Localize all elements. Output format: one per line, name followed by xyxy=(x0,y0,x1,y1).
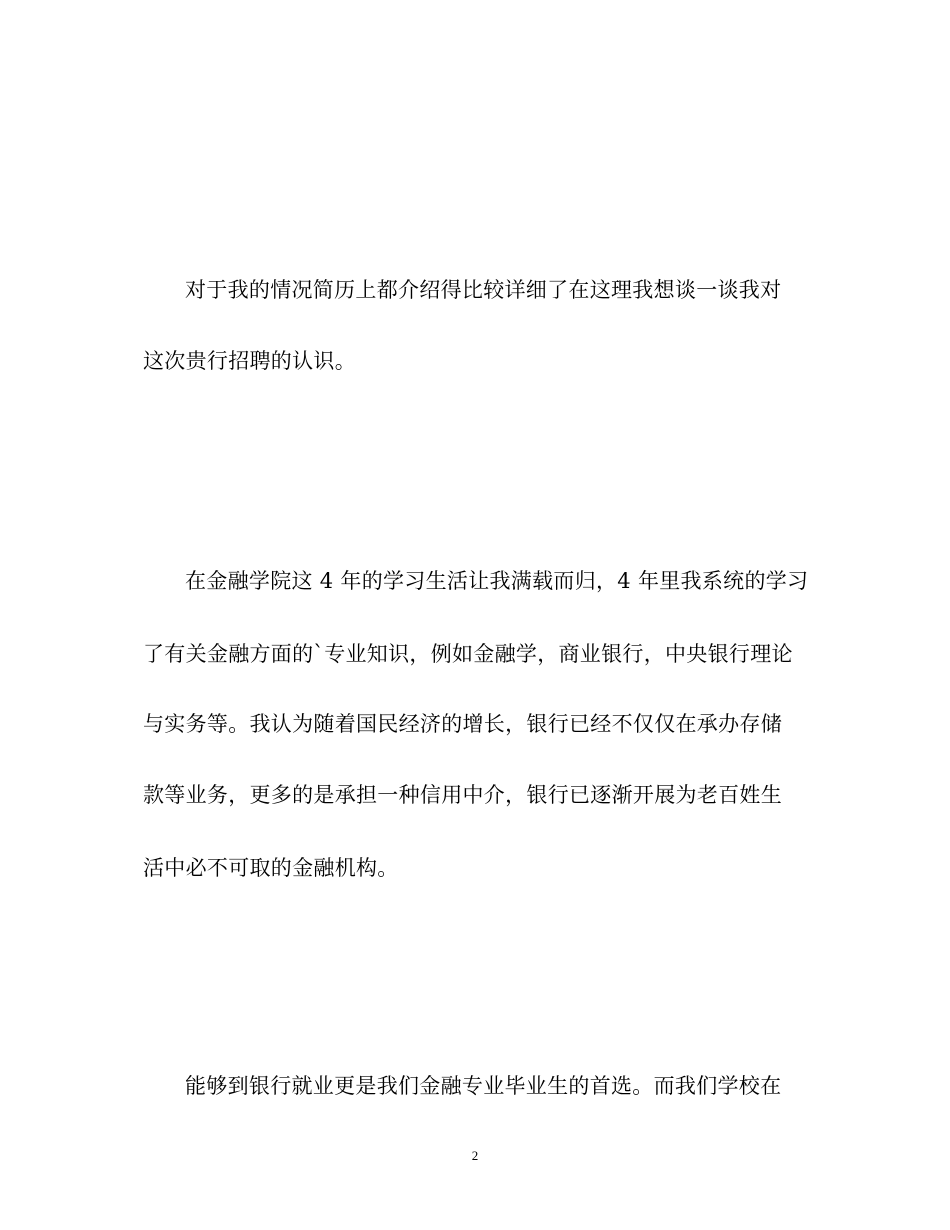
paragraph-line: 与实务等。我认为随着国民经济的增长，银行已经不仅仅在承办存储 xyxy=(143,712,782,736)
paragraph-line: 在金融学院这 4 年的学习生活让我满载而归，4 年里我系统的学习 xyxy=(185,569,809,593)
paragraph-line: 这次贵行招聘的认识。 xyxy=(143,349,356,373)
paragraph-line: 能够到银行就业更是我们金融专业毕业生的首选。而我们学校在 xyxy=(185,1074,782,1098)
paragraph-line: 款等业务，更多的是承担一种信用中介，银行已逐渐开展为老百姓生 xyxy=(143,783,782,807)
paragraph-line: 了有关金融方面的`专业知识，例如金融学，商业银行，中央银行理论 xyxy=(143,642,793,666)
paragraph-line: 对于我的情况简历上都介绍得比较详细了在这理我想谈一谈我对 xyxy=(185,278,782,302)
page-number: 2 xyxy=(471,1148,479,1163)
paragraph-line: 活中必不可取的金融机构。 xyxy=(143,856,399,880)
